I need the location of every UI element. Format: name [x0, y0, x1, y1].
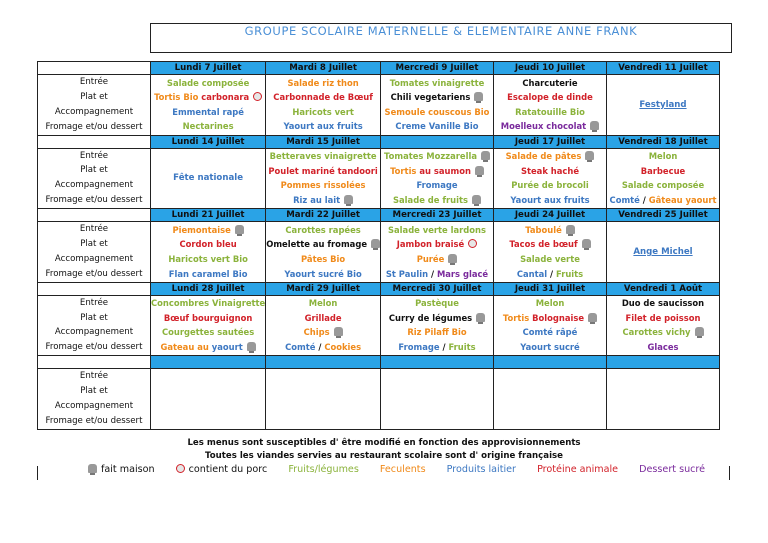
menu-item: St Paulin / Mars glacé [385, 268, 489, 279]
day-menu [151, 369, 266, 430]
day-header [381, 356, 494, 369]
menu-item: Pastèque [415, 298, 459, 309]
row-label: Plat et [80, 386, 108, 397]
pork-icon [468, 239, 477, 248]
menu-item: Melon [535, 298, 565, 309]
menu-item: Bœuf bourguignon [163, 312, 253, 323]
menu-item: Courgettes sautées [162, 327, 255, 338]
day-menu [381, 369, 494, 430]
menu-item: Chips [266, 325, 380, 340]
row-label: Entrée [79, 297, 109, 308]
row-label: Fromage et/ou dessert [45, 415, 143, 426]
menu-item: Curry de légumes [381, 311, 493, 326]
row-labels [38, 148, 151, 209]
day-menu [381, 75, 494, 136]
menu-item: Filet de poisson [625, 312, 701, 323]
menu-item: Piemontaise [151, 223, 265, 238]
day-header [494, 356, 607, 369]
menu-item: Fromage / Fruits [398, 342, 476, 353]
legend-right-divider [729, 466, 730, 480]
menu-item: Chili vegetariens [381, 90, 493, 105]
menu-item: Melon [648, 151, 678, 162]
menu-item: Purée [381, 252, 493, 267]
menu-item: Salade verte [520, 253, 580, 264]
day-header [607, 356, 720, 369]
day-menu [494, 295, 607, 356]
row-labels [38, 222, 151, 283]
day-menu [266, 148, 381, 209]
day-menu [381, 295, 494, 356]
row-labels [38, 75, 151, 136]
menu-item: Tacos de bœuf [494, 237, 606, 252]
chef-hat-icon [585, 151, 594, 160]
day-header [266, 356, 381, 369]
menu-item: Salade de pâtes [494, 149, 606, 164]
day-menu [607, 148, 720, 209]
day-menu [494, 148, 607, 209]
menu-item: Salade verte lardons [387, 224, 486, 235]
menu-item: Moelleux chocolat [494, 119, 606, 134]
menu-item: Haricots vert [292, 106, 354, 117]
row-labels [38, 295, 151, 356]
menu-item: Escalope de dinde [507, 92, 593, 103]
day-menu [266, 222, 381, 283]
menu-item: Barbecue [640, 165, 686, 176]
day-menu [381, 148, 494, 209]
day-header: Vendredi 25 Juillet [607, 209, 720, 222]
menu-item: Creme Vanille Bio [395, 121, 479, 132]
menu-item: Riz Pilaff Bio [407, 327, 467, 338]
day-menu [151, 148, 266, 209]
menu-item: Carottes rapées [285, 224, 361, 235]
row-label: Fromage et/ou dessert [45, 342, 143, 353]
day-menu [494, 75, 607, 136]
footer-note-1: Les menus sont susceptibles d' être modifié en fonction des approvisionnements [187, 438, 581, 448]
row-label: Fromage et/ou dessert [45, 268, 143, 279]
row-label: Plat et [80, 165, 108, 176]
row-label: Accompagnement [54, 106, 134, 117]
menu-item: Riz au lait [266, 193, 380, 208]
page-title: GROUPE SCOLAIRE MATERNELLE & ELEMENTAIRE ANNE FRANK [150, 23, 732, 53]
menu-item: Concombres Vinaigrette [151, 298, 266, 309]
day-menu [151, 222, 266, 283]
header-spacer [38, 282, 151, 295]
header-spacer [38, 209, 151, 222]
day-menu [266, 295, 381, 356]
chef-hat-icon [235, 225, 244, 234]
menu-item: Grillade [304, 312, 342, 323]
day-header: Lundi 28 Juillet [151, 282, 266, 295]
chef-hat-icon [475, 166, 484, 175]
chef-hat-icon [344, 195, 353, 204]
day-header: Mardi 22 Juillet [266, 209, 381, 222]
menu-item: Poulet mariné tandoori [268, 165, 378, 176]
menu-item: Betteraves vinaigrette [269, 151, 377, 162]
menu-item: Comté / Gâteau yaourt [609, 194, 717, 205]
row-labels [38, 369, 151, 430]
menu-item: Cantal / Fruits [516, 268, 584, 279]
footer-note-2: Toutes les viandes servies au restaurant scolaire sont d' origine française [205, 451, 563, 461]
menu-item: Pâtes Bio [301, 253, 346, 264]
chef-hat-icon [334, 327, 343, 336]
chef-hat-icon [88, 464, 97, 473]
menu-item: Omelette au fromage [266, 237, 380, 252]
header-spacer [38, 62, 151, 75]
menu-item: Haricots vert Bio [168, 253, 248, 264]
row-label: Entrée [79, 224, 109, 235]
row-label: Entrée [79, 77, 109, 87]
day-header: Lundi 21 Juillet [151, 209, 266, 222]
header-spacer [38, 135, 151, 148]
outing-link[interactable]: Ange Michel [633, 246, 693, 257]
chef-hat-icon [247, 342, 256, 351]
row-label: Fromage et/ou dessert [45, 121, 143, 132]
legend-homemade: fait maison [101, 464, 155, 475]
day-menu [607, 295, 720, 356]
menu-item: Flan caramel Bio [168, 268, 248, 279]
menu-item: Yaourt aux fruits [510, 194, 590, 205]
menu-item: Gateau au yaourt [151, 340, 265, 355]
row-label: Fromage et/ou dessert [45, 195, 143, 206]
day-menu [607, 369, 720, 430]
day-header: Jeudi 17 Juillet [494, 135, 607, 148]
chef-hat-icon [474, 92, 483, 101]
menu-item: Yaourt aux fruits [283, 121, 363, 132]
menu-item: Steak haché [520, 165, 580, 176]
row-label: Plat et [80, 91, 108, 102]
day-header: Vendredi 18 Juillet [607, 135, 720, 148]
legend-pork: contient du porc [188, 464, 268, 475]
day-menu [607, 222, 720, 283]
row-label: Entrée [79, 150, 109, 161]
menu-item: Tortis Bolognaise [494, 311, 606, 326]
day-header: Mercredi 30 Juillet [381, 282, 494, 295]
outing-link[interactable]: Festyland [639, 99, 687, 110]
day-header: Mardi 29 Juillet [266, 282, 381, 295]
chef-hat-icon [371, 239, 380, 248]
day-header: Mercredi 9 Juillet [381, 62, 494, 75]
day-header: Lundi 14 Juillet [151, 135, 266, 148]
day-menu [494, 369, 607, 430]
menu-item: Charcuterie [522, 77, 578, 88]
menu-item: Tortis au saumon [381, 164, 493, 179]
menu-item: Comté / Cookies [285, 342, 362, 353]
menu-item: Salade riz thon [287, 77, 359, 88]
menu-item: Glaces [647, 342, 679, 353]
holiday-label: Fête nationale [173, 173, 244, 184]
chef-hat-icon [695, 327, 704, 336]
chef-hat-icon [590, 121, 599, 130]
menu-item: Fromage [416, 180, 458, 191]
legend-starch: Feculents [379, 464, 426, 475]
day-menu [151, 75, 266, 136]
row-label: Accompagnement [54, 253, 134, 264]
menu-item: Cordon bleu [179, 239, 237, 250]
row-label: Plat et [80, 312, 108, 323]
day-header [381, 135, 494, 148]
row-label: Entrée [79, 371, 109, 382]
menu-table [37, 61, 720, 430]
menu-item: Semoule couscous Bio [384, 106, 490, 117]
menu-item: Purée de brocoli [511, 180, 589, 191]
legend-dessert: Dessert sucré [639, 464, 706, 475]
menu-item: Tomates Mozzarella [381, 149, 493, 164]
menu-item: Melon [308, 298, 338, 309]
chef-hat-icon [481, 151, 490, 160]
legend-left-divider [37, 466, 38, 480]
menu-item: Tortis Bio carbonara [151, 90, 265, 105]
pork-icon [176, 464, 185, 473]
day-header: Mardi 15 Juillet [266, 135, 381, 148]
day-header: Mardi 8 Juillet [266, 62, 381, 75]
day-menu [381, 222, 494, 283]
pork-icon [253, 92, 262, 101]
chef-hat-icon [582, 239, 591, 248]
day-header: Lundi 7 Juillet [151, 62, 266, 75]
day-menu [266, 369, 381, 430]
menu-item: Comté râpé [522, 327, 578, 338]
day-header: Vendredi 1 Août [607, 282, 720, 295]
menu-item: Yaourt sucré Bio [284, 268, 362, 279]
day-menu [607, 75, 720, 136]
legend-fruits: Fruits/légumes [288, 464, 359, 475]
legend-dairy: Produits laitier [446, 464, 516, 475]
day-menu [266, 75, 381, 136]
menu-item: Pommes rissolées [280, 180, 366, 191]
menu-item: Salade composée [621, 180, 705, 191]
menu-item: Yaourt sucré [520, 342, 580, 353]
chef-hat-icon [566, 225, 575, 234]
day-header [151, 356, 266, 369]
row-label: Accompagnement [54, 327, 134, 338]
menu-item: Tomates vinaigrette [389, 77, 485, 88]
chef-hat-icon [476, 313, 485, 322]
menu-item: Duo de saucisson [621, 298, 705, 309]
day-menu [494, 222, 607, 283]
row-label: Plat et [80, 239, 108, 250]
day-header: Vendredi 11 Juillet [607, 62, 720, 75]
chef-hat-icon [448, 254, 457, 263]
chef-hat-icon [472, 195, 481, 204]
menu-item: Salade composée [166, 77, 250, 88]
menu-item: Carbonnade de Bœuf [273, 92, 373, 103]
row-label: Accompagnement [54, 180, 134, 191]
day-menu [151, 295, 266, 356]
legend [88, 464, 723, 475]
menu-item: Taboulé [494, 223, 606, 238]
menu-item: Carottes vichy [607, 325, 719, 340]
chef-hat-icon [588, 313, 597, 322]
menu-item: Nectarines [182, 121, 234, 132]
day-header: Jeudi 24 Juillet [494, 209, 607, 222]
menu-item: Ratatouille Bio [515, 106, 585, 117]
day-header: Jeudi 10 Juillet [494, 62, 607, 75]
row-label: Accompagnement [54, 401, 134, 412]
menu-item: Jambon braisé [381, 237, 493, 252]
day-header: Jeudi 31 Juillet [494, 282, 607, 295]
legend-protein: Protéine animale [537, 464, 619, 475]
menu-item: Emmental rapé [172, 106, 244, 117]
menu-item: Salade de fruits [381, 193, 493, 208]
header-spacer [38, 356, 151, 369]
day-header: Mercredi 23 Juillet [381, 209, 494, 222]
